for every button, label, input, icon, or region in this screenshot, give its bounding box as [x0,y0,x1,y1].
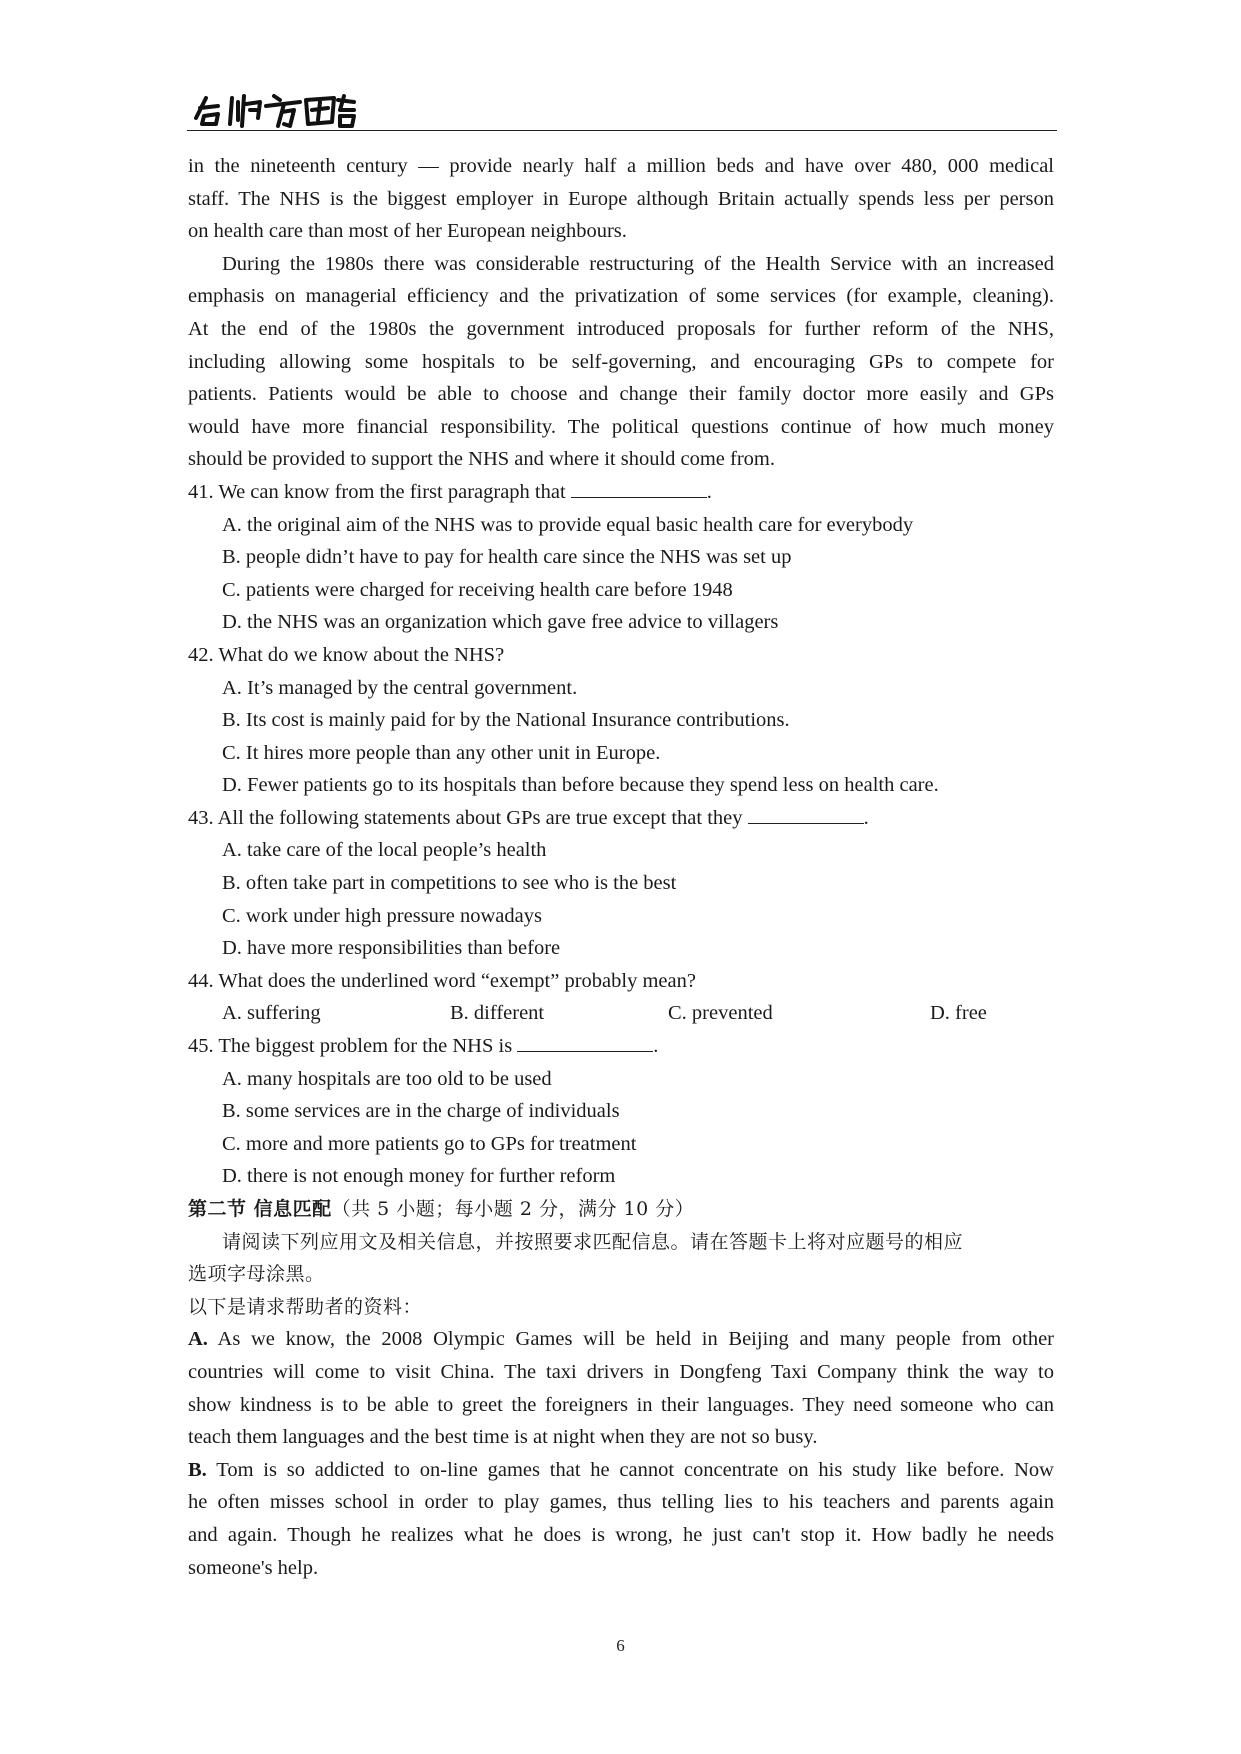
option-a: A. many hospitals are too old to be used [222,1067,552,1090]
options-row [188,997,1054,1030]
text-line: B. Tom is so addicted to on-line games that he cannot concentrate on his study like before. Now [188,1458,1054,1481]
text-line: teach them languages and the best time is at night when they are not so busy. [188,1426,818,1449]
section-heading [188,1193,1054,1226]
page-number: 6 [616,1636,625,1655]
text-line: he often misses school in order to play games, thus telling lies to his teachers and parents again [188,1491,1054,1514]
item-label: B. [188,1458,207,1481]
question-42 [188,639,1054,802]
header-logo [188,88,358,130]
text-line: should be provided to support the NHS and where it should come from. [188,448,776,471]
section-2 [188,1193,1054,1584]
question-43 [188,802,1054,965]
text-line: A. As we know, the 2008 Olympic Games will be held in Beijing and many people from other [188,1328,1054,1351]
option-c: C. It hires more people than any other unit in Europe. [222,741,661,764]
option-b: B. people didn’t have to pay for health care since the NHS was set up [222,546,792,569]
option-d: D. Fewer patients go to its hospitals than before because they spend less on health care. [222,774,939,797]
text-line: on health care than most of her European neighbours. [188,220,627,243]
question-stem: 42. What do we know about the NHS? [188,643,505,666]
text-line: emphasis on managerial efficiency and the privatization of some services (for example, cleaning). [188,285,1054,308]
answer-blank [571,479,707,498]
option-a: A. It’s managed by the central government. [222,676,578,699]
question-41 [188,476,1054,639]
text-line: would have more financial responsibility. The political questions continue of how much money [188,415,1054,438]
passage-paragraph-1 [188,150,1054,248]
answer-blank [748,805,864,824]
text-line: and again. Though he realizes what he does is wrong, he just can't stop it. How badly he needs [188,1523,1054,1546]
text-line: someone's help. [188,1556,319,1579]
option-d: D. have more responsibilities than before [222,937,561,960]
option-c: C. more and more patients go to GPs for treatment [222,1132,637,1155]
section-title-note: （共 5 小题；每小题 2 分，满分 10 分） [331,1198,695,1220]
help-seeker-b [188,1454,1054,1584]
question-stem: 44. What does the underlined word “exempt” probably mean? [188,969,696,992]
option-a: A. take care of the local people’s health [222,839,547,862]
text-line: During the 1980s there was considerable restructuring of the Health Service with an increased [222,252,1054,275]
instruction-line: 选项字母涂黑。 [188,1263,325,1286]
instruction-line: 请阅读下列应用文及相关信息，并按照要求匹配信息。请在答题卡上将对应题号的相应 [222,1230,964,1253]
section-title: 第二节 信息匹配 [188,1198,332,1220]
question-44 [188,965,1054,1030]
question-stem: 41. We can know from the first paragraph that . [188,480,712,503]
option-c: C. prevented [668,1002,773,1025]
section-intro: 以下是请求帮助者的资料： [188,1295,423,1318]
question-stem: 45. The biggest problem for the NHS is . [188,1035,659,1058]
option-c: C. work under high pressure nowadays [222,904,542,927]
option-a: A. suffering [222,1002,321,1025]
passage-paragraph-2 [188,248,1054,476]
answer-blank [517,1033,653,1052]
text-line: including allowing some hospitals to be self-governing, and encouraging GPs to compete for [188,350,1054,373]
question-45 [188,1030,1054,1193]
option-d: D. the NHS was an organization which gave free advice to villagers [222,611,779,634]
option-a: A. the original aim of the NHS was to provide equal basic health care for everybody [222,513,914,536]
page-content [188,150,1054,1584]
help-seeker-a [188,1323,1054,1453]
option-d: D. free [930,1002,987,1025]
text-line: countries will come to visit China. The taxi drivers in Dongfeng Taxi Company think the way to [188,1360,1054,1383]
text-line: staff. The NHS is the biggest employer in Europe although Britain actually spends less per person [188,187,1054,210]
option-b: B. different [450,1002,545,1025]
question-stem: 43. All the following statements about GPs are true except that they . [188,806,869,829]
item-label: A. [188,1328,208,1351]
text-line: patients. Patients would be able to choose and change their family doctor more easily and GPs [188,383,1054,406]
option-b: B. Its cost is mainly paid for by the National Insurance contributions. [222,709,790,732]
header-rule [187,130,1057,131]
text-line: show kindness is to be able to greet the foreigners in their languages. They need someone who can [188,1393,1054,1416]
option-c: C. patients were charged for receiving health care before 1948 [222,578,733,601]
text-line: At the end of the 1980s the government introduced proposals for further reform of the NHS, [188,317,1054,340]
text-line: in the nineteenth century — provide nearly half a million beds and have over 480, 000 medical [188,155,1054,177]
option-d: D. there is not enough money for further reform [222,1165,616,1188]
option-b: B. some services are in the charge of individuals [222,1100,620,1123]
option-b: B. often take part in competitions to see who is the best [222,872,677,895]
